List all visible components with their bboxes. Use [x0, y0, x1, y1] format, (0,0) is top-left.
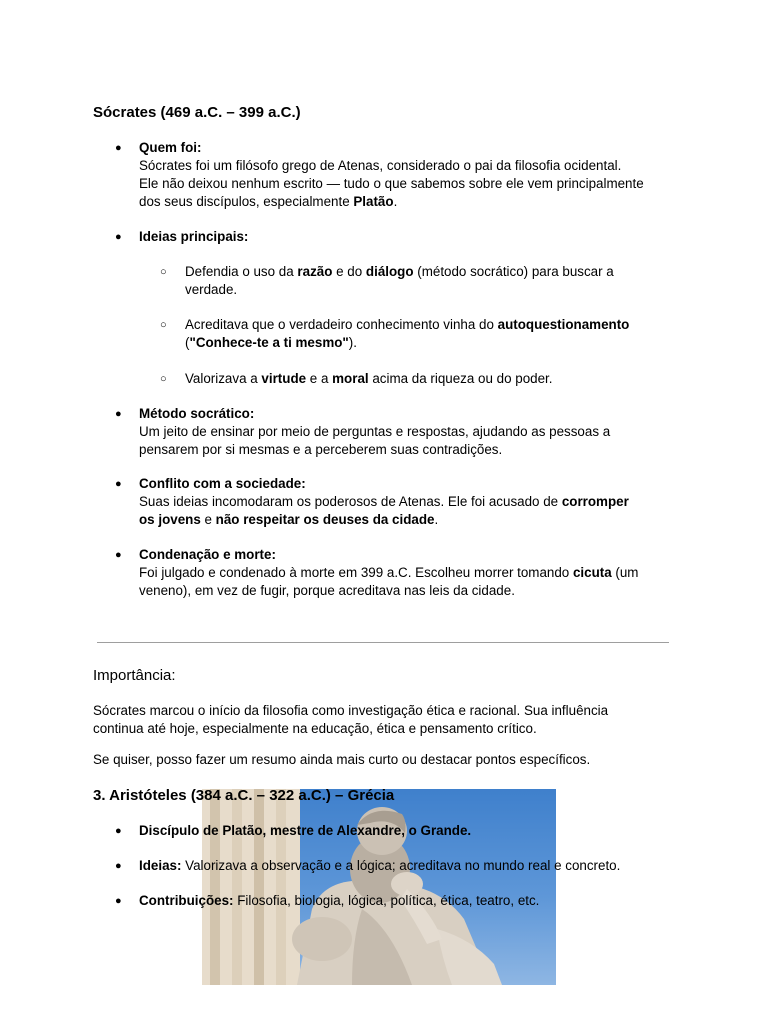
importancia-line1: Sócrates marcou o início da filosofia como investigação ética e racional. Sua influência: [93, 703, 609, 718]
os-jovens-bold: os jovens: [139, 512, 201, 527]
item2-l2-pre: (: [185, 335, 190, 350]
ideias-sublist-1: [160, 263, 660, 299]
list-item-discipulo: [115, 822, 675, 840]
condenacao-label: Condenação e morte:: [139, 547, 276, 562]
list-item-conflito: [115, 475, 675, 529]
item2-l2-post: ).: [348, 335, 357, 350]
quem-foi-line3: dos seus discípulos, especialmente: [139, 194, 354, 209]
quem-foi-line3-end: .: [393, 194, 398, 209]
dialogo-bold: diálogo: [365, 264, 414, 279]
contribuicoes-label: Contribuições:: [139, 893, 234, 908]
contribuicoes-text: Filosofia, biologia, lógica, política, ética, teatro, etc.: [233, 893, 540, 908]
moral-bold: moral: [332, 371, 369, 386]
sublist-item-razao: [160, 263, 660, 299]
list-item-condenacao: [115, 546, 675, 600]
conflito-line1: Suas ideias incomodaram os poderosos de Atenas. Ele foi acusado de: [139, 494, 562, 509]
virtude-bold: virtude: [261, 371, 307, 386]
item1-pre: Defendia o uso da: [185, 264, 298, 279]
metodo-line2: pensarem por si mesmas e a perceberem suas contradições.: [139, 442, 503, 457]
aristoteles-list-2: [115, 857, 675, 875]
razao-bold: razão: [297, 264, 333, 279]
condenacao-list: [115, 546, 675, 600]
suggestion-paragraph: Se quiser, posso fazer um resumo ainda mais curto ou destacar pontos específicos.: [93, 752, 591, 767]
quem-foi-line2: Ele não deixou nenhum escrito — tudo o que sabemos sobre ele vem principalmente: [139, 176, 644, 191]
item1-line2: verdade.: [185, 282, 238, 297]
quem-foi-label: Quem foi:: [139, 140, 202, 155]
aristoteles-heading: 3. Aristóteles (384 a.C. – 322 a.C.) – Grécia: [93, 787, 395, 804]
condenacao-line1: Foi julgado e condenado à morte em 399 a.C. Escolheu morrer tomando: [139, 565, 573, 580]
metodo-list: [115, 405, 675, 459]
statue-icon: [202, 789, 556, 985]
quem-foi-line1: Sócrates foi um filósofo grego de Atenas, considerado o pai da filosofia ocidental.: [139, 158, 622, 173]
ideias-label: Ideias principais:: [139, 229, 249, 244]
ideias-list: [115, 228, 675, 246]
list-item-contribuicoes: [115, 892, 675, 910]
item1-mid: e do: [332, 264, 366, 279]
list-item-ideias: [115, 228, 675, 246]
importancia-line2: continua até hoje, especialmente na educação, ética e pensamento crítico.: [93, 721, 537, 736]
metodo-label: Método socrático:: [139, 406, 255, 421]
importancia-paragraph: [93, 702, 693, 738]
aristoteles-list-1: [115, 822, 675, 840]
item3-mid: e a: [306, 371, 333, 386]
ideias-sublist-2: [160, 316, 660, 352]
aristoteles-list-3: [115, 892, 675, 910]
list-item-metodo: [115, 405, 675, 459]
discipulo-text: Discípulo de Platão, mestre de Alexandre, o Grande.: [139, 823, 472, 838]
conflito-label: Conflito com a sociedade:: [139, 476, 306, 491]
autoquestionamento-bold: autoquestionamento: [497, 317, 630, 332]
statue-photo: [202, 789, 556, 985]
conhece-te-bold: "Conhece-te a ti mesmo": [189, 335, 349, 350]
cicuta-bold: cicuta: [572, 565, 612, 580]
metodo-line1: Um jeito de ensinar por meio de perguntas e respostas, ajudando as pessoas a: [139, 424, 611, 439]
condenacao-line2: veneno), em vez de fugir, porque acreditava nas leis da cidade.: [139, 583, 515, 598]
corromper-bold: corromper: [561, 494, 629, 509]
item3-pre: Valorizava a: [185, 371, 262, 386]
ideias-sublist-3: [160, 370, 660, 388]
platao-bold: Platão: [353, 194, 394, 209]
nao-respeitar-bold: não respeitar os deuses da cidade: [215, 512, 435, 527]
conflito-list: [115, 475, 675, 529]
sublist-item-autoquestionamento: [160, 316, 660, 352]
list-item-quem-foi: [115, 139, 675, 211]
list-item-ideias-aristoteles: [115, 857, 675, 875]
conflito-line2-mid: e: [200, 512, 216, 527]
condenacao-line1-end: (um: [611, 565, 639, 580]
socrates-list: [115, 139, 675, 211]
importancia-heading: Importância:: [93, 667, 176, 684]
item1-post: (método socrático) para buscar a: [413, 264, 614, 279]
item2-pre: Acreditava que o verdadeiro conhecimento vinha do: [185, 317, 498, 332]
socrates-heading: Sócrates (469 a.C. – 399 a.C.): [93, 104, 301, 121]
conflito-line2-end: .: [434, 512, 439, 527]
aristoteles-ideias-text: Valorizava a observação e a lógica; acreditava no mundo real e concreto.: [181, 858, 621, 873]
aristoteles-ideias-label: Ideias:: [139, 858, 182, 873]
sublist-item-virtude: [160, 370, 660, 388]
item3-post: acima da riqueza ou do poder.: [368, 371, 553, 386]
horizontal-divider: [97, 642, 669, 643]
